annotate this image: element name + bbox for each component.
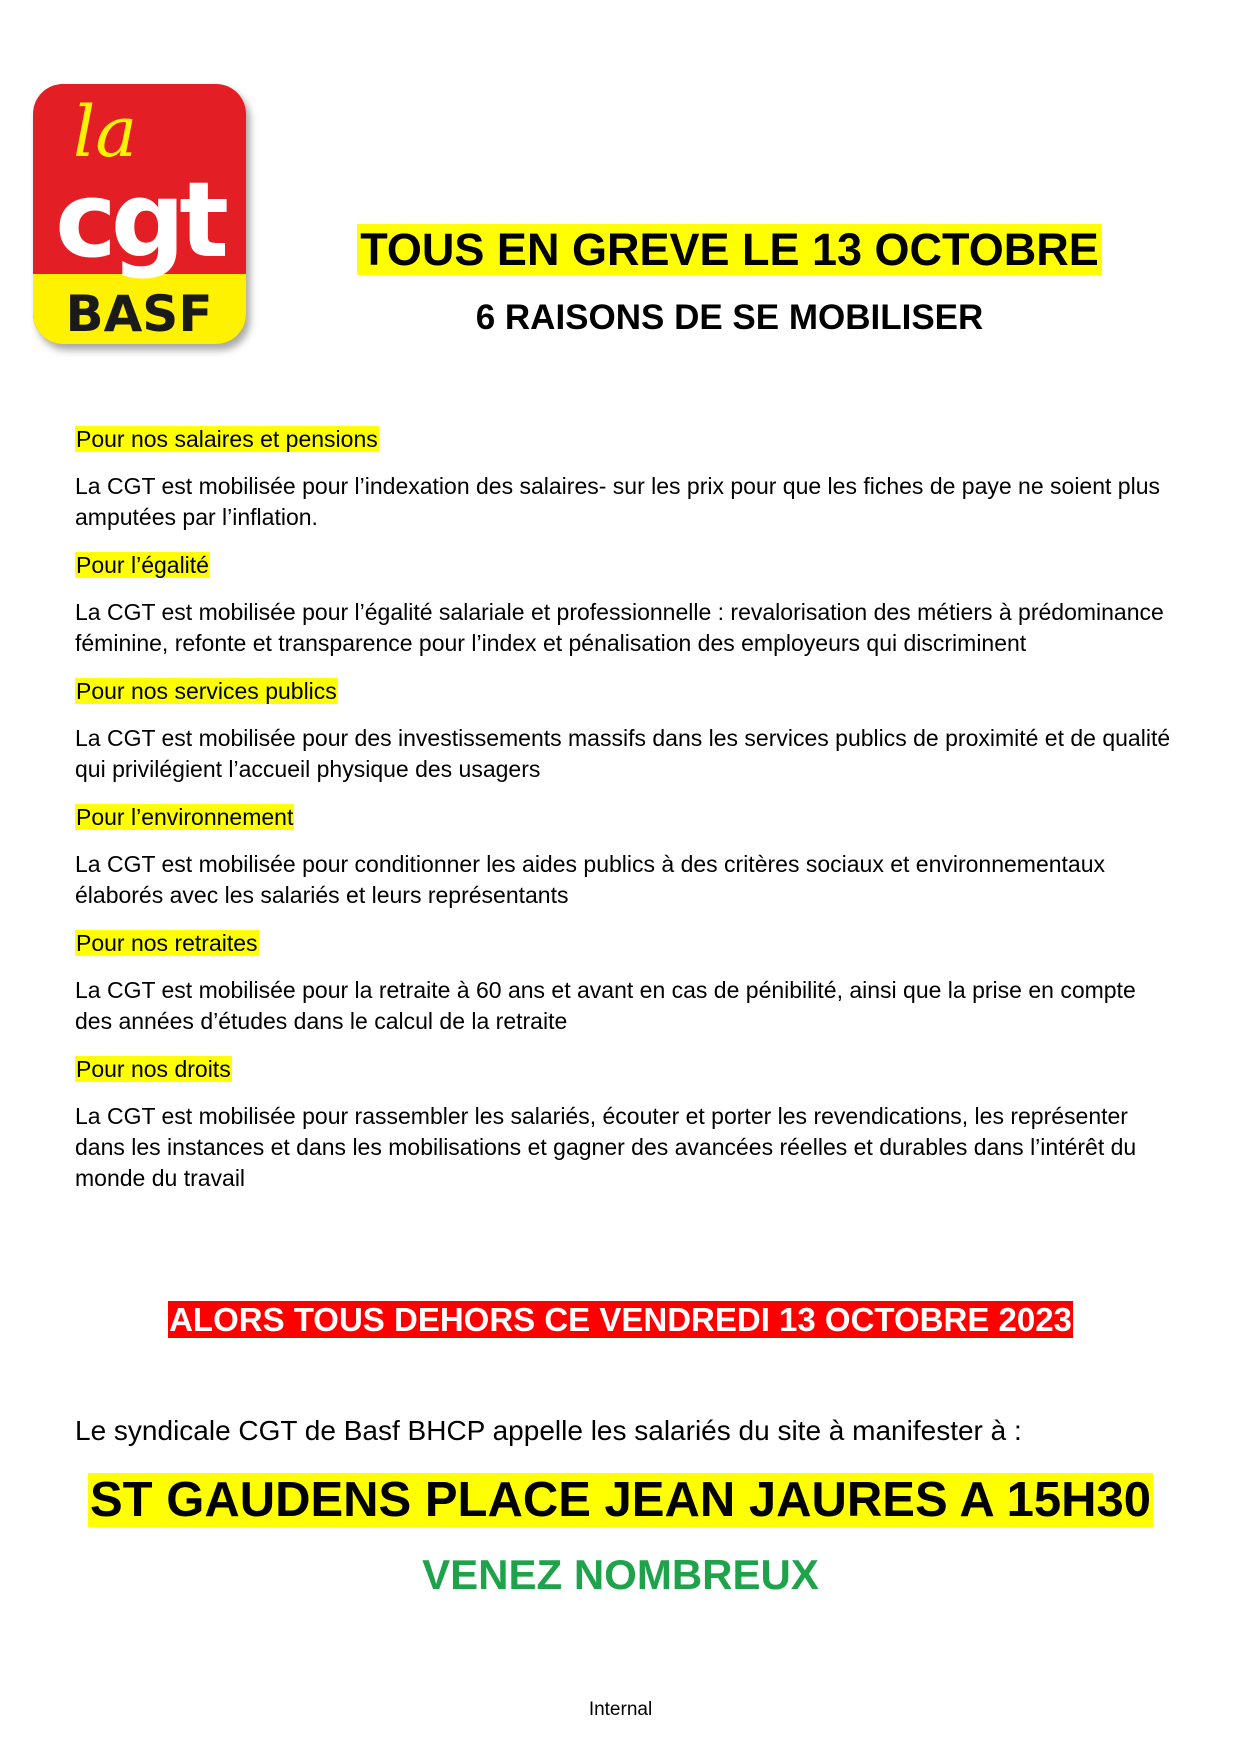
reason-text-salaries: La CGT est mobilisée pour l’indexation des salaires- sur les prix pour que les fiches de paye ne soient plus amputées par l’inflation. bbox=[75, 473, 1160, 530]
reason-text-public-services: La CGT est mobilisée pour des investissements massifs dans les services publics de proximité et de qualité qui privilégient l’accueil physique des usagers bbox=[75, 725, 1171, 782]
footer-classification: Internal bbox=[588, 1699, 653, 1720]
reason-heading-text: Pour l’égalité bbox=[76, 552, 209, 578]
reason-heading-text: Pour nos salaires et pensions bbox=[76, 426, 378, 452]
reason-heading-public-services bbox=[75, 676, 1175, 706]
closing-slogan: VENEZ NOMBREUX bbox=[422, 1551, 819, 1598]
invitation-text: Le syndicale CGT de Basf BHCP appelle les salariés du site à manifester à : bbox=[75, 1415, 1022, 1446]
reason-text-environment: La CGT est mobilisée pour conditionner les aides publics à des critères sociaux et environnementaux élaborés avec les salariés et leurs représentants bbox=[75, 851, 1106, 908]
strike-call-out-text: ALORS TOUS DEHORS CE VENDREDI 13 OCTOBRE 2023 bbox=[169, 1301, 1072, 1338]
reason-heading-text: Pour nos droits bbox=[76, 1056, 231, 1082]
reason-heading-environment bbox=[75, 802, 1175, 832]
reason-text-rights: La CGT est mobilisée pour rassembler les salariés, écouter et porter les revendications, les représenter dans les instances et dans les mobilisations et gagner des avancées réelles et durables dans l’intérêt du monde du travail bbox=[75, 1103, 1137, 1191]
page-title-text: TOUS EN GREVE LE 13 OCTOBRE bbox=[357, 224, 1102, 275]
reason-heading-text: Pour nos services publics bbox=[76, 678, 337, 704]
logo-sub-text: BASF bbox=[65, 285, 213, 343]
logo-main-text: cgt bbox=[55, 159, 223, 281]
meeting-location bbox=[0, 1472, 1241, 1528]
reason-heading-equality bbox=[75, 550, 1175, 580]
strike-call-out bbox=[0, 1300, 1241, 1340]
reason-heading-pensions bbox=[75, 928, 1175, 958]
logo-script-text: la bbox=[73, 91, 138, 173]
page-subtitle: 6 RAISONS DE SE MOBILISER bbox=[475, 298, 984, 337]
reason-text-equality: La CGT est mobilisée pour l’égalité salariale et professionnelle : revalorisation des métiers à prédominance féminine, refonte et transparence pour l’index et pénalisation des employeurs qui discriminent bbox=[75, 599, 1164, 656]
reason-heading-rights bbox=[75, 1054, 1175, 1084]
reason-text-pensions: La CGT est mobilisée pour la retraite à 60 ans et avant en cas de pénibilité, ainsi que la prise en compte des années d’études dans le calcul de la retraite bbox=[75, 977, 1136, 1034]
reason-heading-text: Pour l’environnement bbox=[76, 804, 294, 830]
page-title bbox=[0, 224, 1241, 276]
reason-heading-text: Pour nos retraites bbox=[76, 930, 258, 956]
reason-heading-salaries bbox=[75, 424, 1175, 454]
meeting-location-text: ST GAUDENS PLACE JEAN JAURES A 15H30 bbox=[89, 1473, 1151, 1527]
reasons-list bbox=[75, 424, 1175, 1211]
